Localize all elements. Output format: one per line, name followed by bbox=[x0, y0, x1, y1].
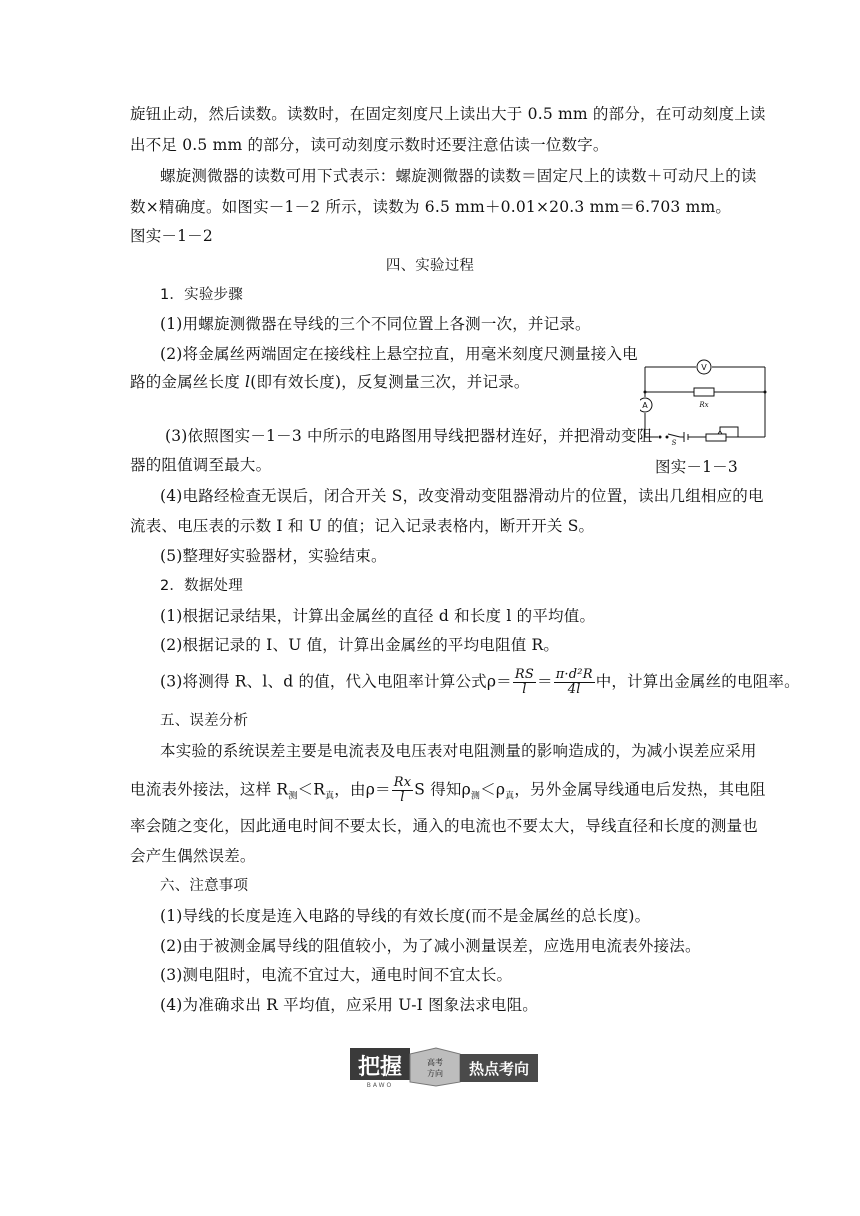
fraction-rs-over-l bbox=[513, 668, 536, 697]
voltmeter-label: V bbox=[701, 363, 707, 372]
ammeter-label: A bbox=[642, 401, 648, 410]
step-line: (2)将金属丝两端固定在接线柱上悬空拉直，用毫米刻度尺测量接入电 bbox=[160, 345, 638, 363]
switch-label: S bbox=[671, 439, 677, 445]
paragraph-line: 出不足 0.5 mm 的部分，读可动刻度示数时还要注意估读一位数字。 bbox=[130, 136, 609, 154]
paragraph-line: 旋钮止动，然后读数。读数时，在固定刻度尺上读出大于 0.5 mm 的部分，在可动刻度上读 bbox=[130, 105, 766, 123]
figure-caption: 图实－1－3 bbox=[655, 458, 738, 476]
text-span: ＜R bbox=[297, 780, 326, 799]
note-line: (4)为准确求出 R 平均值，应采用 U-I 图象法求电阻。 bbox=[160, 996, 538, 1014]
fraction-denominator: 4l bbox=[567, 682, 581, 697]
figure-caption: 图实－1－2 bbox=[130, 227, 213, 245]
banner-small-text: 高考 bbox=[427, 1058, 443, 1067]
banner-small-text: 方向 bbox=[427, 1069, 443, 1078]
fraction-rx-over-l bbox=[392, 776, 414, 805]
rheostat-icon bbox=[706, 434, 726, 441]
equals-sign: ＝ bbox=[536, 672, 553, 691]
formula-text: 中，计算出金属丝的电阻率。 bbox=[595, 672, 800, 691]
paragraph-line: 会产生偶然误差。 bbox=[130, 847, 256, 865]
junction-dot bbox=[644, 391, 647, 394]
resistor-label: Rx bbox=[699, 401, 709, 409]
paragraph-line: 本实验的系统误差主要是电流表及电压表对电阻测量的影响造成的，为减小误差应采用 bbox=[160, 742, 757, 760]
subscript: 真 bbox=[505, 791, 515, 802]
step-line: (4)电路经检查无误后，闭合开关 S，改变滑动变阻器滑动片的位置，读出几组相应的电 bbox=[160, 487, 764, 505]
subsection-heading: 2．数据处理 bbox=[160, 578, 243, 594]
banner-main-text: 把握 bbox=[357, 1055, 403, 1080]
step-line bbox=[130, 372, 530, 392]
banner-sub-text: BAWO bbox=[366, 1082, 394, 1088]
switch-contact-icon bbox=[666, 436, 669, 439]
paragraph-line: 率会随之变化，因此通电时间不要太长，通入的电流也不要太大，导线直径和长度的测量也 bbox=[130, 817, 759, 835]
fraction-numerator: RS bbox=[514, 667, 534, 682]
step-line: (3)依照图实－1－3 中所示的电路图用导线把器材连好，并把滑动变阻 bbox=[165, 427, 653, 445]
formula-text: (3)将测得 R、l、d 的值，代入电阻率计算公式ρ＝ bbox=[160, 672, 512, 691]
subscript: 测 bbox=[288, 791, 298, 802]
text-span: ，由ρ＝ bbox=[334, 780, 391, 799]
section-heading: 四、实验过程 bbox=[385, 258, 475, 274]
fraction-denominator: l bbox=[522, 682, 527, 697]
text-span: ＜ρ bbox=[480, 780, 506, 799]
resistor-icon bbox=[694, 388, 714, 396]
section-banner bbox=[350, 1046, 540, 1088]
formula-line bbox=[160, 668, 800, 697]
fraction-pi-d2r-over-4l bbox=[554, 668, 595, 697]
note-line: (3)测电阻时，电流不宜过大，通电时间不宜太长。 bbox=[160, 966, 513, 984]
step-line: (1)用螺旋测微器在导线的三个不同位置上各测一次，并记录。 bbox=[160, 315, 591, 333]
paragraph-line: 螺旋测微器的读数可用下式表示：螺旋测微器的读数＝固定尺上的读数＋可动尺上的读 bbox=[160, 167, 757, 185]
step-line: 器的阻值调至最大。 bbox=[130, 456, 272, 474]
step-line: (5)整理好实验器材，实验结束。 bbox=[160, 547, 387, 565]
text-span: ，另外金属导线通电后发热，其电阻 bbox=[514, 780, 766, 799]
paragraph-line: 数×精确度。如图实－1－2 所示，读数为 6.5 mm＋0.01×20.3 mm＝6.703 mm。 bbox=[130, 198, 732, 216]
step-text: 路的金属丝长度 bbox=[130, 373, 246, 391]
note-line: (1)导线的长度是连入电路的导线的有效长度(而不是金属丝的总长度)。 bbox=[160, 907, 651, 925]
subscript: 真 bbox=[325, 791, 335, 802]
junction-dot bbox=[764, 391, 767, 394]
note-line: (2)由于被测金属导线的阻值较小，为了减小测量误差，应选用电流表外接法。 bbox=[160, 937, 701, 955]
variable-l: l bbox=[245, 373, 251, 391]
section-heading: 六、注意事项 bbox=[160, 878, 249, 894]
subscript: 测 bbox=[470, 791, 481, 802]
circuit-diagram bbox=[640, 355, 770, 445]
fraction-denominator: l bbox=[400, 790, 405, 805]
fraction-numerator: π·d²R bbox=[555, 667, 593, 682]
section-heading: 五、误差分析 bbox=[160, 713, 249, 729]
text-span: 电流表外接法，这样 R bbox=[130, 780, 289, 799]
subsection-heading: 1．实验步骤 bbox=[160, 287, 243, 303]
step-text: (即有效长度)，反复测量三次，并记录。 bbox=[250, 373, 530, 391]
step-line: (1)根据记录结果，计算出金属丝的直径 d 和长度 l 的平均值。 bbox=[160, 607, 596, 625]
text-span: S 得知ρ bbox=[414, 780, 471, 799]
banner-right-text: 热点考向 bbox=[468, 1060, 530, 1078]
step-line: 流表、电压表的示数 I 和 U 的值；记入记录表格内，断开开关 S。 bbox=[130, 517, 595, 535]
formula-line bbox=[130, 776, 766, 807]
step-line: (2)根据记录的 I、U 值，计算出金属丝的平均电阻值 R。 bbox=[160, 636, 560, 654]
switch-contact-icon bbox=[659, 436, 662, 439]
fraction-numerator: Rx bbox=[393, 775, 412, 790]
